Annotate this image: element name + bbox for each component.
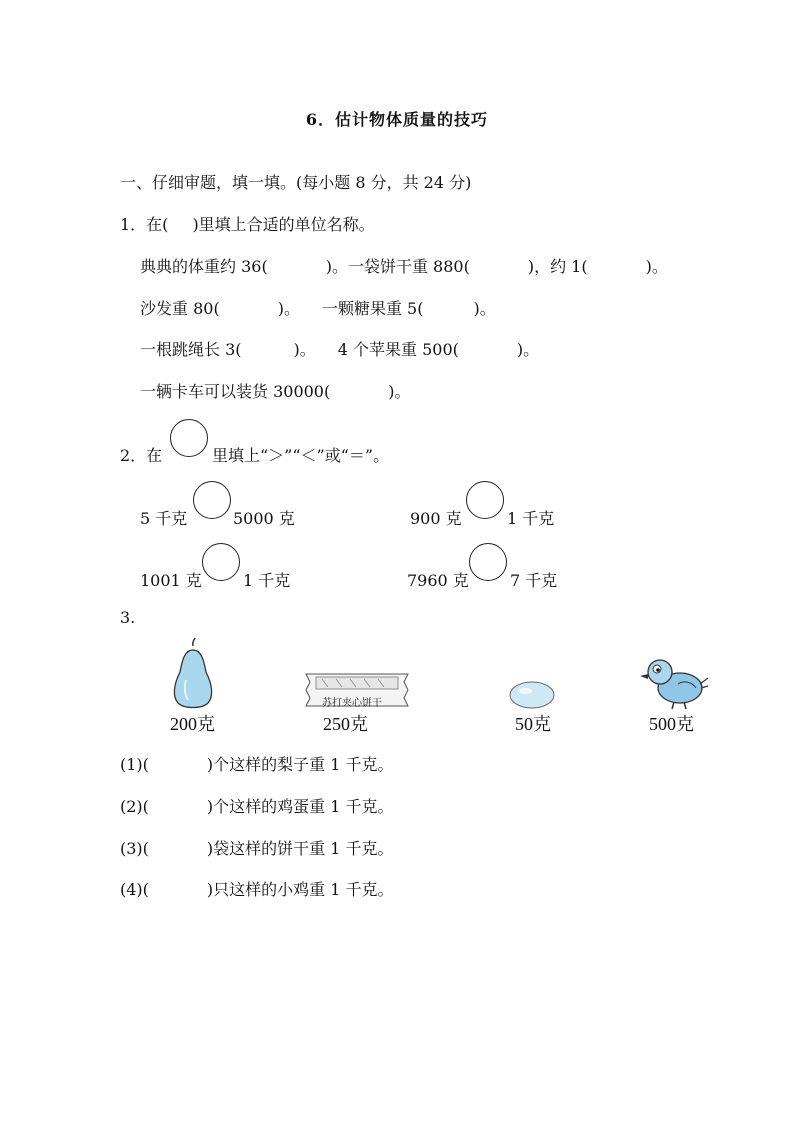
q1-line2-part-a: 沙发重 80( — [140, 299, 220, 318]
q2-item-3-left: 1001 克 — [140, 571, 202, 590]
q1-line3-part-d: )。 — [516, 340, 540, 359]
q3-row2-label: (2)( — [120, 797, 149, 816]
q1-line1-part-a: 典典的体重约 36( — [140, 257, 268, 276]
q3-row3-label: (3)( — [120, 839, 149, 858]
q1-line-4 — [140, 379, 410, 402]
q2-item-2-right: 1 千克 — [507, 509, 555, 528]
section-heading: 一、仔细审题，填一填。(每小题 8 分，共 24 分) — [120, 173, 472, 192]
q2-prompt-end: 里填上“＞”“＜”或“＝”。 — [212, 446, 390, 465]
chick-icon — [644, 654, 708, 710]
q1-line2-part-c: 一颗糖果重 5( — [321, 299, 424, 318]
pear-caption: 200克 — [170, 714, 215, 734]
q1-line-2 — [140, 296, 496, 319]
q3-row4-label: (4)( — [120, 880, 149, 899]
q1-line1-part-d: )。 — [645, 257, 668, 276]
chick-caption: 500克 — [649, 714, 694, 734]
q1-line4-part-a: 一辆卡车可以装货 30000( — [140, 382, 331, 401]
q3-row2-text: )个这样的鸡蛋重 1 千克。 — [206, 797, 394, 816]
q1-line2-part-d: )。 — [473, 299, 496, 318]
q3-row1-text: )个这样的梨子重 1 千克。 — [206, 755, 394, 774]
q3-number: 3. — [120, 608, 136, 627]
q1-prompt-end: )里填上合适的单位名称。 — [192, 215, 375, 234]
q1-line2-part-b: )。 — [277, 299, 300, 318]
q2-item-4-left: 7960 克 — [407, 571, 469, 590]
q1-line1-part-b: )。一袋饼干重 880( — [325, 257, 470, 276]
q3-row1-label: (1)( — [120, 755, 149, 774]
compare-circle[interactable] — [469, 543, 507, 581]
biscuit-bag-label: 苏打夹心饼干 — [322, 698, 382, 709]
q3-row3-text: )袋这样的饼干重 1 千克。 — [206, 839, 394, 858]
compare-circle[interactable] — [466, 481, 504, 519]
q1-prompt-start: 1．在( — [120, 215, 169, 234]
q2-prompt-start: 2．在 — [120, 446, 163, 465]
q3-row-1 — [120, 752, 394, 775]
q1-prompt — [120, 212, 375, 235]
q3-row-2 — [120, 794, 394, 817]
q1-line-3 — [140, 337, 539, 360]
pear-icon — [168, 640, 218, 710]
q1-line-1 — [140, 254, 668, 277]
q3-row4-text: )只这样的小鸡重 1 千克。 — [206, 880, 394, 899]
compare-circle[interactable] — [193, 481, 231, 519]
egg-caption: 50克 — [515, 714, 551, 734]
q2-item-3-right: 1 千克 — [243, 571, 291, 590]
egg-icon — [508, 680, 556, 710]
q1-line4-part-b: )。 — [388, 382, 411, 401]
q3-row-3 — [120, 836, 394, 859]
q2-item-1-left: 5 千克 — [140, 509, 188, 528]
q2-item-1-right: 5000 克 — [233, 509, 295, 528]
compare-circle-example — [170, 419, 208, 457]
q3-row-4 — [120, 877, 394, 900]
page-title: 6．估计物体质量的技巧 — [305, 110, 489, 129]
q2-item-2-left: 900 克 — [410, 509, 462, 528]
q1-line3-part-a: 一根跳绳长 3( — [140, 340, 242, 359]
q1-line3-part-c: 4 个苹果重 500( — [337, 340, 459, 359]
biscuit-caption: 250克 — [323, 714, 368, 734]
compare-circle[interactable] — [202, 543, 240, 581]
q2-item-4-right: 7 千克 — [510, 571, 558, 590]
q1-line3-part-b: )。 — [293, 340, 316, 359]
q1-line1-part-c: )，约 1( — [527, 257, 588, 276]
